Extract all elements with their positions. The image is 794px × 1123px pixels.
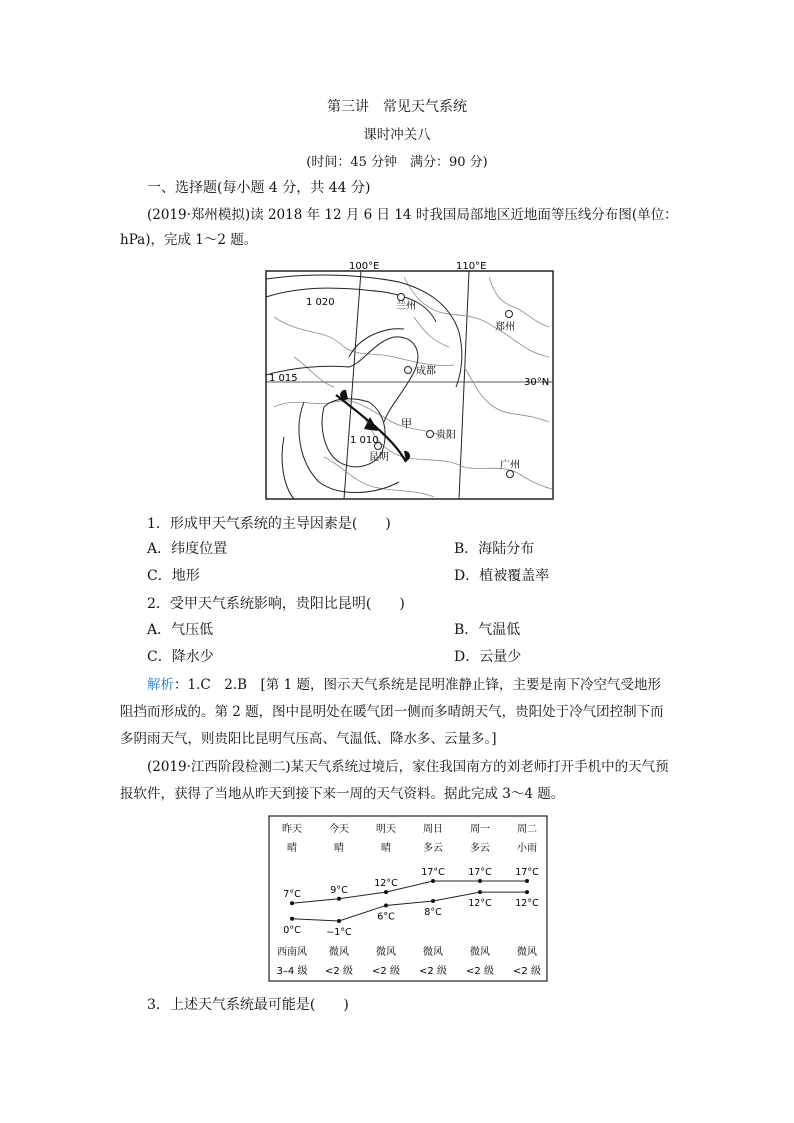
- question-2-option-a[interactable]: A．气压低: [147, 622, 214, 638]
- city-label-chengdu: 成都: [416, 366, 436, 377]
- high-temp-label: 7°C: [283, 889, 301, 901]
- low-temp-label: 12°C: [515, 898, 539, 910]
- question-2-option-d[interactable]: D．云量少: [454, 649, 522, 665]
- high-temp-label: 17°C: [468, 867, 492, 878]
- question-1-option-a[interactable]: A．纬度位置: [147, 541, 228, 557]
- day-label: 今天: [329, 824, 349, 835]
- low-temp-point: [525, 890, 529, 894]
- page-title: 第三讲 常见天气系统: [327, 99, 467, 115]
- question-1-option-c[interactable]: C．地形: [147, 568, 200, 584]
- question-2-stem: 2．受甲天气系统影响，贵阳比昆明( ): [147, 596, 405, 612]
- city-dot-lanzhou: [398, 294, 405, 301]
- section-heading: 一、选择题(每小题 4 分，共 44 分): [147, 180, 371, 196]
- city-label-guangzhou: 广州: [500, 460, 520, 471]
- high-temp-label: 17°C: [515, 867, 539, 878]
- high-temp-point: [525, 879, 529, 883]
- day-label: 周日: [423, 824, 443, 835]
- day-label: 周一: [470, 824, 490, 835]
- intro-1-line-2: hPa)，完成 1～2 题。: [120, 232, 258, 248]
- high-temp-point: [337, 897, 341, 901]
- weather-label: 小雨: [517, 843, 537, 854]
- wind-direction-label: 微风: [517, 947, 537, 958]
- low-temp-label: 6°C: [377, 911, 395, 923]
- low-temp-label: 12°C: [468, 898, 492, 910]
- day-label: 周二: [517, 824, 537, 835]
- question-3-stem: 3．上述天气系统最可能是( ): [147, 997, 349, 1013]
- wind-direction-label: 西南风: [277, 947, 307, 958]
- day-label: 明天: [376, 824, 396, 835]
- low-temp-point: [290, 917, 294, 921]
- isobar-1015-label: 1 015: [269, 373, 298, 384]
- isobar-map: [264, 257, 556, 501]
- question-2-option-c[interactable]: C．降水少: [147, 649, 214, 665]
- analysis-label: 解析: [147, 677, 174, 693]
- page-meta: (时间：45 分钟 满分：90 分): [306, 155, 488, 170]
- high-temp-point: [478, 879, 482, 883]
- city-dot-guangzhou: [507, 471, 514, 478]
- low-temp-point: [337, 919, 341, 923]
- city-label-guiyang: 贵阳: [436, 430, 456, 441]
- analysis-line-3: 多阴雨天气，则贵阳比昆明气压高、气温低、降水多、云量多。]: [120, 731, 497, 747]
- low-temp-label: −1°C: [326, 927, 352, 938]
- weather-label: 晴: [334, 843, 344, 854]
- analysis-line-1: 解析：1.C 2.B [第 1 题，图示天气系统是昆明准静止锋，主要是南下冷空气受地形: [147, 677, 661, 693]
- city-dot-guiyang: [427, 431, 434, 438]
- question-1-option-b[interactable]: B．海陆分布: [454, 541, 535, 557]
- high-temp-point: [290, 901, 294, 905]
- wind-level-label: <2 级: [325, 966, 353, 977]
- wind-level-label: <2 级: [466, 966, 494, 977]
- chart-frame: [269, 816, 547, 981]
- low-temp-label: 0°C: [283, 924, 301, 936]
- intro-2-line-2: 报软件，获得了当地从昨天到接下来一周的天气资料。据此完成 3～4 题。: [120, 786, 565, 802]
- city-dot-chengdu: [405, 367, 412, 374]
- wind-level-label: <2 级: [419, 966, 447, 977]
- low-temp-point: [384, 903, 388, 907]
- question-2-option-b[interactable]: B．气温低: [454, 622, 521, 638]
- low-temp-point: [478, 890, 482, 894]
- day-label: 昨天: [282, 824, 302, 835]
- wind-level-label: <2 级: [372, 966, 400, 977]
- high-temp-label: 17°C: [421, 867, 445, 878]
- wind-direction-label: 微风: [376, 947, 396, 958]
- intro-2-line-1: (2019·江西阶段检测二)某天气系统过境后，家住我国南方的刘老师打开手机中的天气预: [147, 759, 669, 775]
- lat-30-label: 30°N: [524, 377, 550, 388]
- city-label-zhengzhou: 郑州: [495, 322, 515, 333]
- wind-direction-label: 微风: [329, 947, 349, 958]
- wind-level-label: <2 级: [513, 966, 541, 977]
- high-temp-label: 12°C: [374, 878, 398, 890]
- marker-jia-label: 甲: [401, 417, 412, 430]
- wind-level-label: 3–4 级: [276, 966, 308, 977]
- question-1-stem: 1．形成甲天气系统的主导因素是( ): [147, 516, 391, 532]
- low-temp-point: [431, 899, 435, 903]
- weather-label: 晴: [287, 843, 297, 854]
- analysis-line-2: 阻挡而形成的。第 2 题，图中昆明处在暖气团一侧而多晴朗天气，贵阳处于冷气团控制下而: [120, 704, 664, 720]
- wind-direction-label: 微风: [470, 947, 490, 958]
- city-label-kunming: 昆明: [369, 452, 389, 463]
- city-label-lanzhou: 兰州: [396, 301, 416, 312]
- weather-forecast-chart: [268, 815, 548, 982]
- city-dot-zhengzhou: [506, 311, 513, 318]
- high-temp-label: 9°C: [330, 884, 348, 896]
- wind-direction-label: 微风: [423, 947, 443, 958]
- low-temp-label: 8°C: [424, 907, 442, 918]
- weather-label: 多云: [470, 843, 490, 854]
- weather-label: 晴: [381, 843, 391, 854]
- isobar-1010-label: 1 010: [350, 435, 379, 446]
- lon-110-label: 110°E: [456, 261, 487, 272]
- question-1-option-d[interactable]: D．植被覆盖率: [454, 568, 550, 584]
- isobar-1020-label: 1 020: [306, 297, 335, 308]
- weather-label: 多云: [423, 843, 443, 854]
- high-temp-point: [384, 890, 388, 894]
- intro-1-line-1: (2019·郑州模拟)读 2018 年 12 月 6 日 14 时我国局部地区近地面等压线分布图(单位：: [147, 207, 678, 223]
- high-temp-point: [431, 879, 435, 883]
- page-subtitle: 课时冲关八: [363, 127, 431, 143]
- lon-100-label: 100°E: [349, 261, 380, 272]
